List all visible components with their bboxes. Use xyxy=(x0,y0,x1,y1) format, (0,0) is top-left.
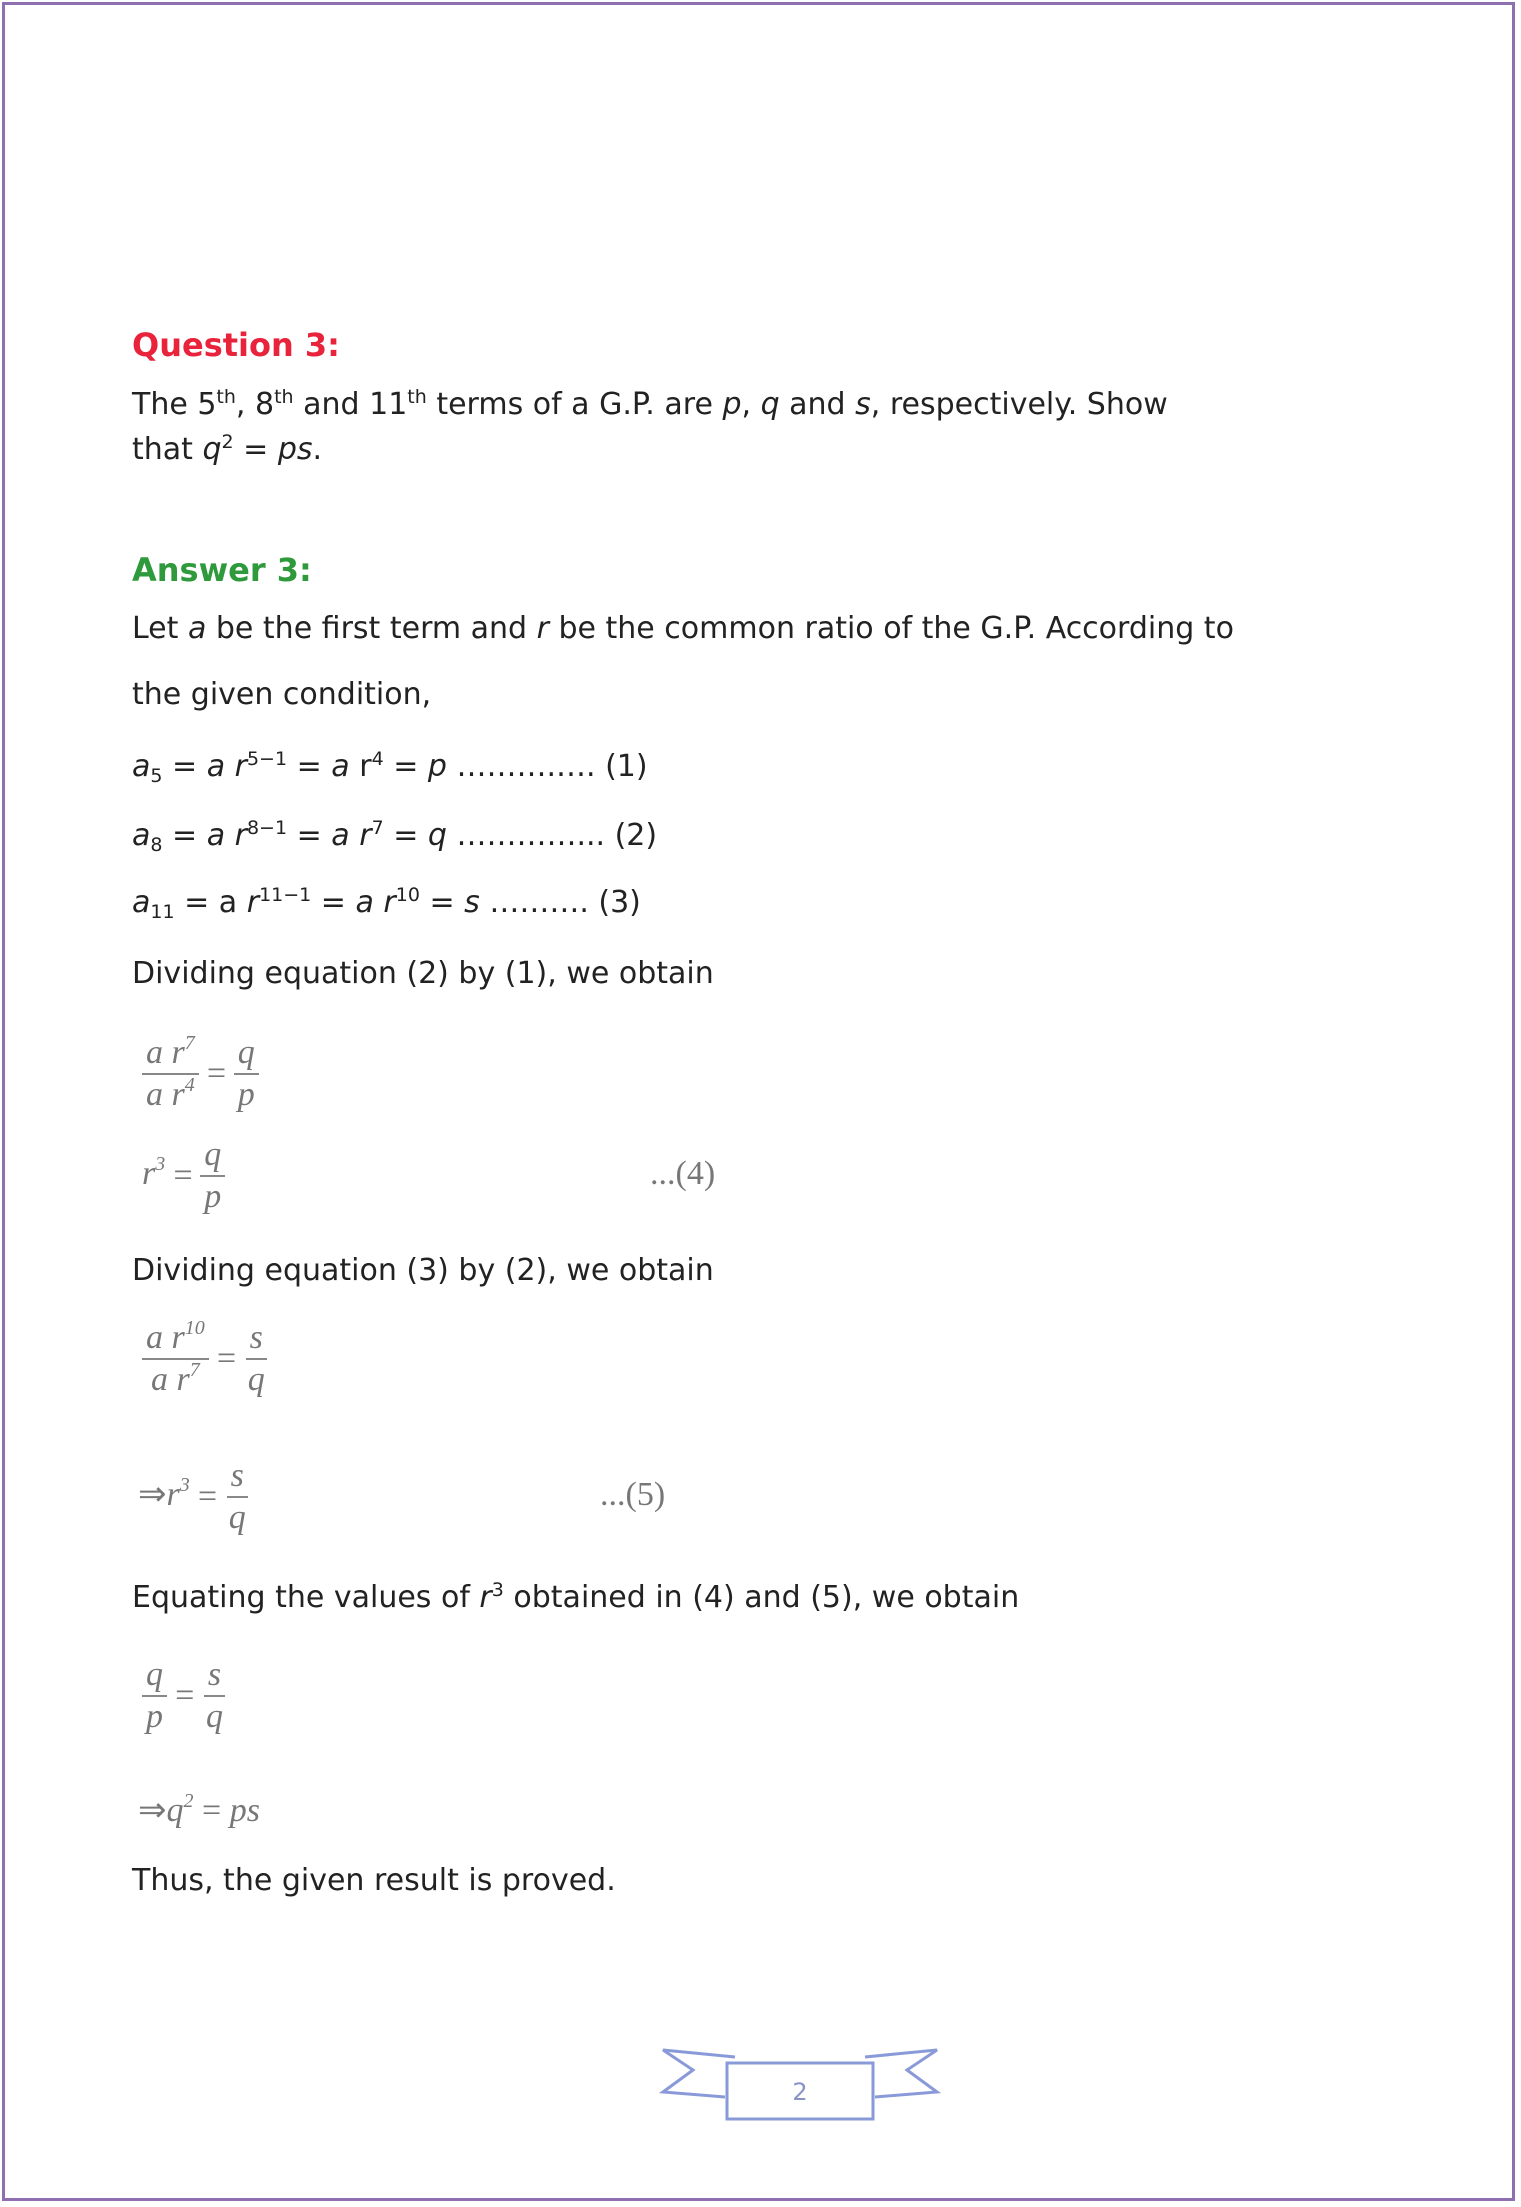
fraction-eq-3: $\frac{q}{p}$ = $\frac{s}{q}$ xyxy=(142,1655,227,1737)
r-cubed-eq-4: $r^3$ = $\frac{q}{p}$ xyxy=(142,1135,225,1217)
final-result: $\Rightarrow q^2$ = ps xyxy=(138,1790,260,1829)
page-number: 2 xyxy=(792,2078,808,2106)
answer-heading: Answer 3: xyxy=(132,551,312,589)
question-text-line1: The 5th, 8th and 11th terms of a G.P. are p, q and s, respectively. Show xyxy=(132,386,1168,422)
question-text-line2: that $q^2$ = ps. xyxy=(132,431,323,467)
equating-step: Equating the values of $r^3$ obtained in (4) and (5), we obtain xyxy=(132,1579,1020,1615)
equation-tag-4: ...(4) xyxy=(650,1155,716,1192)
conclusion: Thus, the given result is proved. xyxy=(132,1863,616,1898)
answer-intro-line2: the given condition, xyxy=(132,677,432,712)
divide-step-2: Dividing equation (3) by (2), we obtain xyxy=(132,1253,714,1288)
equation-1: $a_5 = a$ $r^{5-1} = a$ $r^4 = p$ ……….…. (1) xyxy=(132,748,648,787)
answer-intro-line1: Let a be the first term and r be the common ratio of the G.P. According to xyxy=(132,611,1234,646)
divide-step-1: Dividing equation (2) by (1), we obtain xyxy=(132,956,714,991)
fraction-eq-1: $\frac{a r^7}{a r^4}$ = $\frac{q}{p}$ xyxy=(142,1033,259,1115)
fraction-eq-2: $\frac{a r^{10}}{a r^7}$ = $\frac{s}{q}$ xyxy=(142,1318,269,1400)
equation-tag-5: ...(5) xyxy=(600,1476,666,1513)
question-heading: Question 3: xyxy=(132,326,340,364)
r-cubed-eq-5: $\Rightarrow r^3$ = $\frac{s}{q}$ xyxy=(138,1456,250,1538)
equation-3: $a_{11} = a$ $r^{11-1} = a$ $r^{10} = s$ ………. (3) xyxy=(132,884,641,923)
equation-2: $a_8 = a$ $r^{8-1} = a$ $r^7 = q$ …………... (2) xyxy=(132,817,658,856)
